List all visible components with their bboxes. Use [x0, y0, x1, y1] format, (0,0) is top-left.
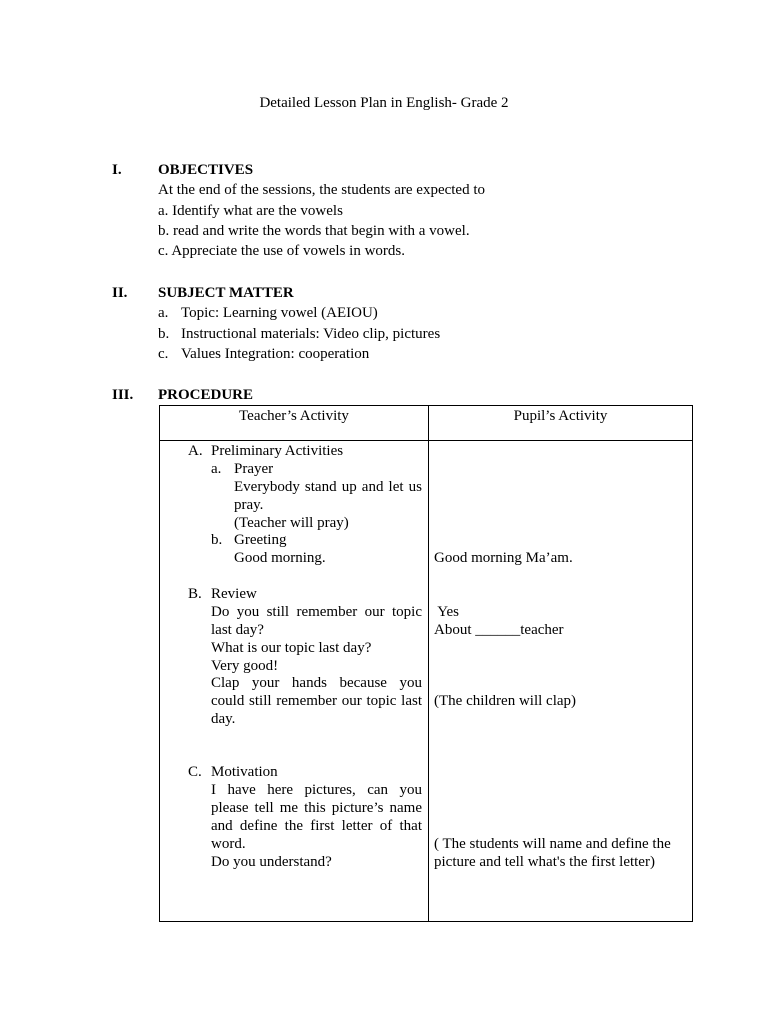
table-row: [160, 441, 693, 922]
list-marker: a.: [211, 461, 222, 477]
subject-item-text: Values Integration: cooperation: [181, 346, 370, 362]
subject-item-letter: b.: [158, 326, 170, 342]
section-3-heading: PROCEDURE: [158, 387, 254, 403]
pupil-activity-header: Pupil’s Activity: [429, 406, 693, 441]
teacher-line: (Teacher will pray): [234, 515, 349, 531]
pupil-line: Yes: [434, 604, 460, 620]
teacher-line: Do you still remember our topic last day?: [211, 604, 422, 638]
section-1-numeral: I.: [112, 162, 122, 178]
pupil-line: About ______teacher: [434, 622, 564, 638]
list-marker: B.: [188, 586, 202, 602]
subject-item-letter: c.: [158, 346, 169, 362]
activity-subheading: Greeting: [234, 532, 287, 548]
teacher-line: Do you understand?: [211, 854, 332, 870]
subject-item-letter: a.: [158, 305, 169, 321]
teacher-activity-header: Teacher’s Activity: [160, 406, 429, 441]
document-title: Detailed Lesson Plan in English- Grade 2: [259, 95, 509, 111]
subject-item-text: Topic: Learning vowel (AEIOU): [181, 305, 378, 321]
pupil-line: picture and tell what's the first letter): [434, 854, 655, 870]
objective-item: b. read and write the words that begin with a vowel.: [158, 223, 470, 239]
objectives-intro: At the end of the sessions, the students are expected to: [158, 182, 485, 198]
teacher-line: I have here pictures, can you please tell me this picture’s name and define the first letter of that word.: [211, 782, 422, 852]
pupil-line: Good morning Ma’am.: [434, 550, 573, 566]
section-1-heading: OBJECTIVES: [158, 162, 254, 178]
teacher-line: Clap your hands because you could still remember our topic last day.: [211, 675, 422, 727]
activity-heading: Review: [211, 586, 257, 602]
objective-item: c. Appreciate the use of vowels in words.: [158, 243, 406, 259]
teacher-activity-cell: [160, 441, 429, 922]
teacher-line: What is our topic last day?: [211, 640, 372, 656]
objective-item: a. Identify what are the vowels: [158, 203, 343, 219]
list-marker: C.: [188, 764, 202, 780]
activity-heading: Preliminary Activities: [211, 443, 344, 459]
list-marker: A.: [188, 443, 203, 459]
list-marker: b.: [211, 532, 223, 548]
section-2-heading: SUBJECT MATTER: [158, 285, 294, 301]
procedure-table: [159, 405, 693, 922]
teacher-line: Very good!: [211, 658, 279, 674]
activity-heading: Motivation: [211, 764, 278, 780]
pupil-activity-cell: [429, 441, 693, 922]
activity-subheading: Prayer: [234, 461, 274, 477]
teacher-line: Everybody stand up and let us pray.: [234, 479, 422, 513]
section-3-numeral: III.: [112, 387, 134, 403]
pupil-line: ( The students will name and define the: [434, 836, 671, 852]
teacher-line: Good morning.: [234, 550, 326, 566]
section-2-numeral: II.: [112, 285, 128, 301]
subject-item-text: Instructional materials: Video clip, pictures: [181, 326, 441, 342]
table-header-row: [160, 406, 693, 441]
pupil-line: (The children will clap): [434, 693, 577, 709]
